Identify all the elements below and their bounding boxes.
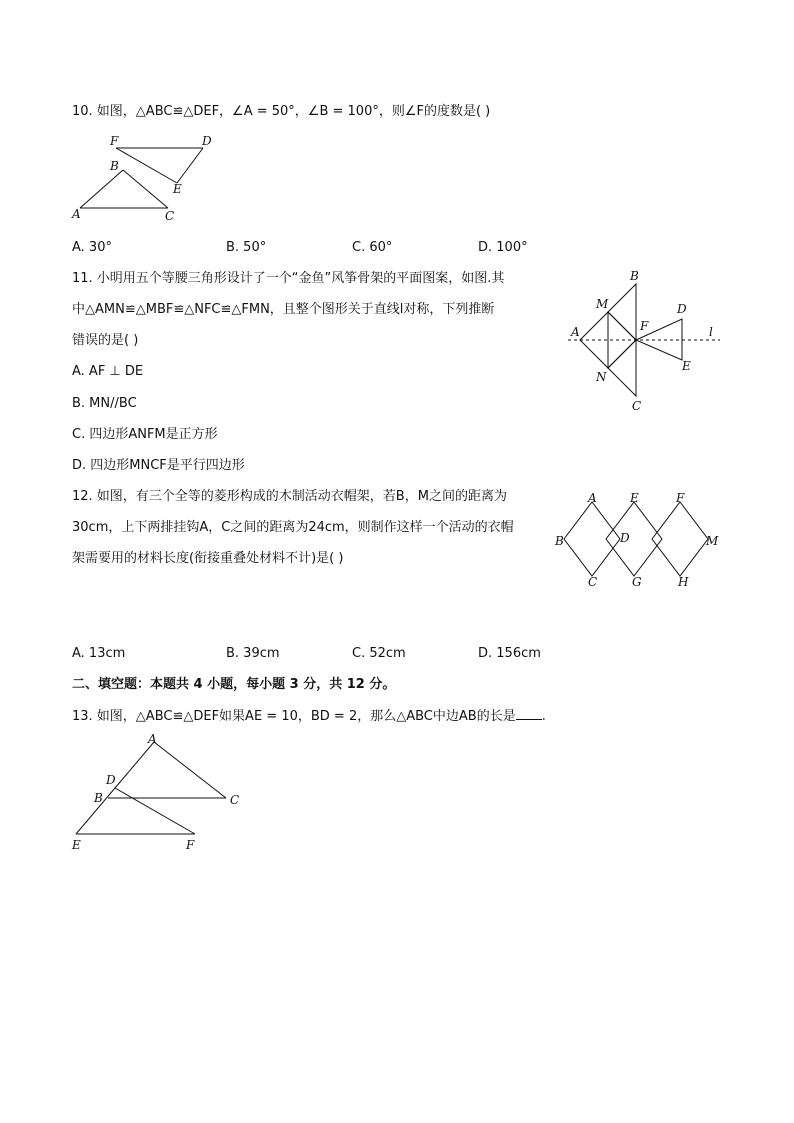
q13-label-c: C [230, 793, 240, 807]
q12-option-d[interactable]: D. 156cm [478, 646, 541, 661]
q10-option-d[interactable]: D. 100° [478, 240, 528, 255]
q11-figure [560, 262, 730, 417]
q10-label-f: F [110, 134, 119, 148]
q11-label-a: A [571, 325, 580, 339]
q10-label-e: E [173, 182, 182, 196]
q10-segment-de [177, 148, 203, 183]
q13-stem-end: . [541, 709, 546, 724]
q13-segment-df [115, 788, 195, 834]
q10-option-a[interactable]: A. 30° [72, 240, 112, 255]
q11-label-b: B [630, 269, 639, 283]
q10-label-a: A [72, 207, 81, 221]
q12-label-c: C [588, 575, 598, 589]
q11-segment-nf [608, 340, 636, 368]
q12-rhombus-right [652, 502, 708, 576]
q11-segment-mf [608, 312, 636, 340]
q13-label-f: F [186, 838, 195, 852]
q12-rhombus-middle [606, 502, 662, 576]
q11-stem-line3: 错误的是( ) [72, 333, 139, 348]
q12-figure [552, 488, 727, 593]
q12-label-b: B [555, 534, 564, 548]
q12-label-e: E [630, 491, 639, 505]
q12-option-b[interactable]: B. 39cm [226, 646, 280, 661]
q10-segment-ab [80, 170, 123, 208]
q12-stem-line1: 12. 如图，有三个全等的菱形构成的木制活动衣帽架，若B，M之间的距离为 [72, 489, 507, 504]
q11-option-b[interactable]: B. MN//BC [72, 396, 137, 411]
q11-triangle-mbf [608, 284, 636, 340]
q11-option-a[interactable]: A. AF ⊥ DE [72, 364, 144, 379]
q13-label-b: B [94, 791, 103, 805]
q11-option-c[interactable]: C. 四边形ANFM是正方形 [72, 427, 218, 442]
q10-stem: 10. 如图，△ABC≌△DEF，∠A = 50°，∠B = 100°，则∠F的度数是( ) [72, 104, 491, 119]
q11-stem-line1: 11. 小明用五个等腰三角形设计了一个“金鱼”风筝骨架的平面图案，如图.其 [72, 271, 505, 286]
q11-label-c: C [632, 399, 642, 413]
q10-segment-fe [116, 148, 177, 183]
q13-label-d: D [106, 773, 116, 787]
q10-segment-bc [123, 170, 168, 208]
q13-stem-text: 13. 如图，△ABC≌△DEF如果AE = 10，BD = 2，那么△ABC中边AB的长是 [72, 709, 516, 724]
q11-label-e: E [682, 359, 691, 373]
q12-option-c[interactable]: C. 52cm [352, 646, 406, 661]
q13-stem [72, 707, 546, 726]
q10-option-c[interactable]: C. 60° [352, 240, 393, 255]
q13-label-e: E [72, 838, 81, 852]
q11-label-n: N [596, 370, 607, 384]
q11-label-d: D [677, 302, 687, 316]
q11-option-d[interactable]: D. 四边形MNCF是平行四边形 [72, 458, 245, 473]
q12-label-h: H [678, 575, 689, 589]
q13-segment-ac [154, 742, 226, 798]
q12-stem-line3: 架需要用的材料长度(衔接重叠处材料不计)是( ) [72, 551, 344, 566]
q13-label-a: A [148, 732, 157, 746]
q10-option-b[interactable]: B. 50° [226, 240, 267, 255]
q10-label-d: D [202, 134, 212, 148]
q12-label-m: M [706, 534, 719, 548]
q13-answer-blank[interactable] [516, 707, 542, 720]
section-2-title: 二、填空题：本题共 4 小题，每小题 3 分，共 12 分。 [72, 677, 396, 692]
q12-label-d: D [620, 531, 630, 545]
q12-label-f: F [676, 491, 685, 505]
q11-label-m: M [596, 297, 609, 311]
q10-figure [70, 130, 220, 230]
q11-label-l: l [709, 325, 713, 339]
q11-label-f: F [640, 319, 649, 333]
q12-label-a: A [588, 491, 597, 505]
q10-label-c: C [165, 209, 175, 223]
q10-label-b: B [110, 159, 119, 173]
q13-figure [68, 730, 253, 855]
q11-stem-line2: 中△AMN≌△MBF≌△NFC≌△FMN，且整个图形关于直线l对称，下列推断 [72, 302, 495, 317]
q12-label-g: G [632, 575, 642, 589]
q12-rhombus-left [564, 502, 620, 576]
q11-triangle-nfc [608, 340, 636, 396]
q12-option-a[interactable]: A. 13cm [72, 646, 126, 661]
q12-stem-line2: 30cm，上下两排挂钩A，C之间的距离为24cm，则制作这样一个活动的衣帽 [72, 520, 514, 535]
